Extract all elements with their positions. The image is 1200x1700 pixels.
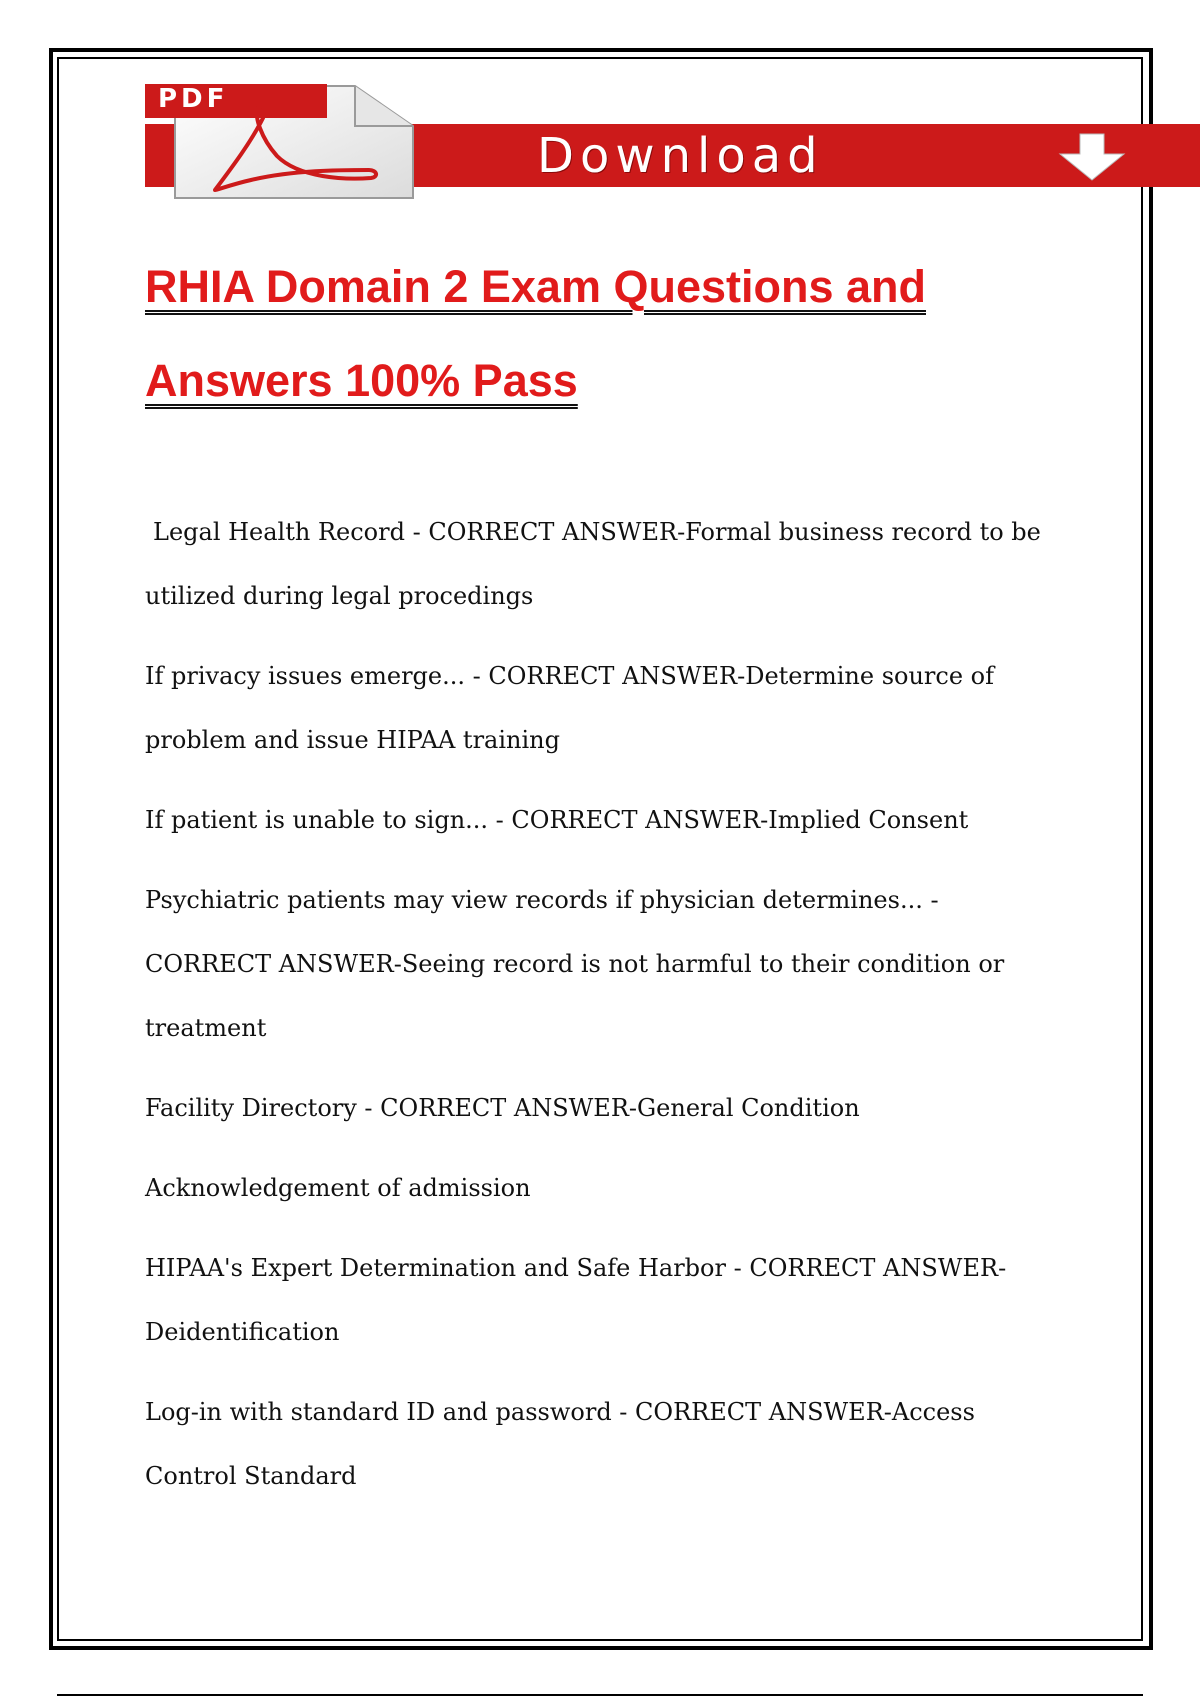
qa-item: Psychiatric patients may view records if physician determines... - CORRECT ANSWER-Seeing record is not harmful to their condition or treatment — [145, 886, 1005, 1042]
qa-item: Log-in with standard ID and password - CORRECT ANSWER-Access Control Standard — [145, 1398, 975, 1490]
qa-item: If privacy issues emerge... - CORRECT ANSWER-Determine source of problem and issue HIPAA training — [145, 662, 994, 754]
qa-item: HIPAA's Expert Determination and Safe Harbor - CORRECT ANSWER-Deidentification — [145, 1254, 1007, 1346]
qa-item: Facility Directory - CORRECT ANSWER-General Condition — [145, 1094, 860, 1122]
qa-item: Legal Health Record - CORRECT ANSWER-Formal business record to be utilized during legal procedings — [145, 518, 1041, 610]
qa-list — [145, 500, 1045, 1524]
pdf-badge-text: PDF — [158, 84, 229, 114]
download-label[interactable]: Download — [537, 128, 824, 184]
qa-item: Acknowledgement of admission — [145, 1174, 531, 1202]
download-arrow-icon[interactable] — [1050, 130, 1134, 182]
qa-item: If patient is unable to sign... - CORRECT ANSWER-Implied Consent — [145, 806, 969, 834]
bottom-rule — [57, 1694, 1143, 1696]
document-title: RHIA Domain 2 Exam Questions and Answers 100% Pass — [145, 261, 926, 406]
